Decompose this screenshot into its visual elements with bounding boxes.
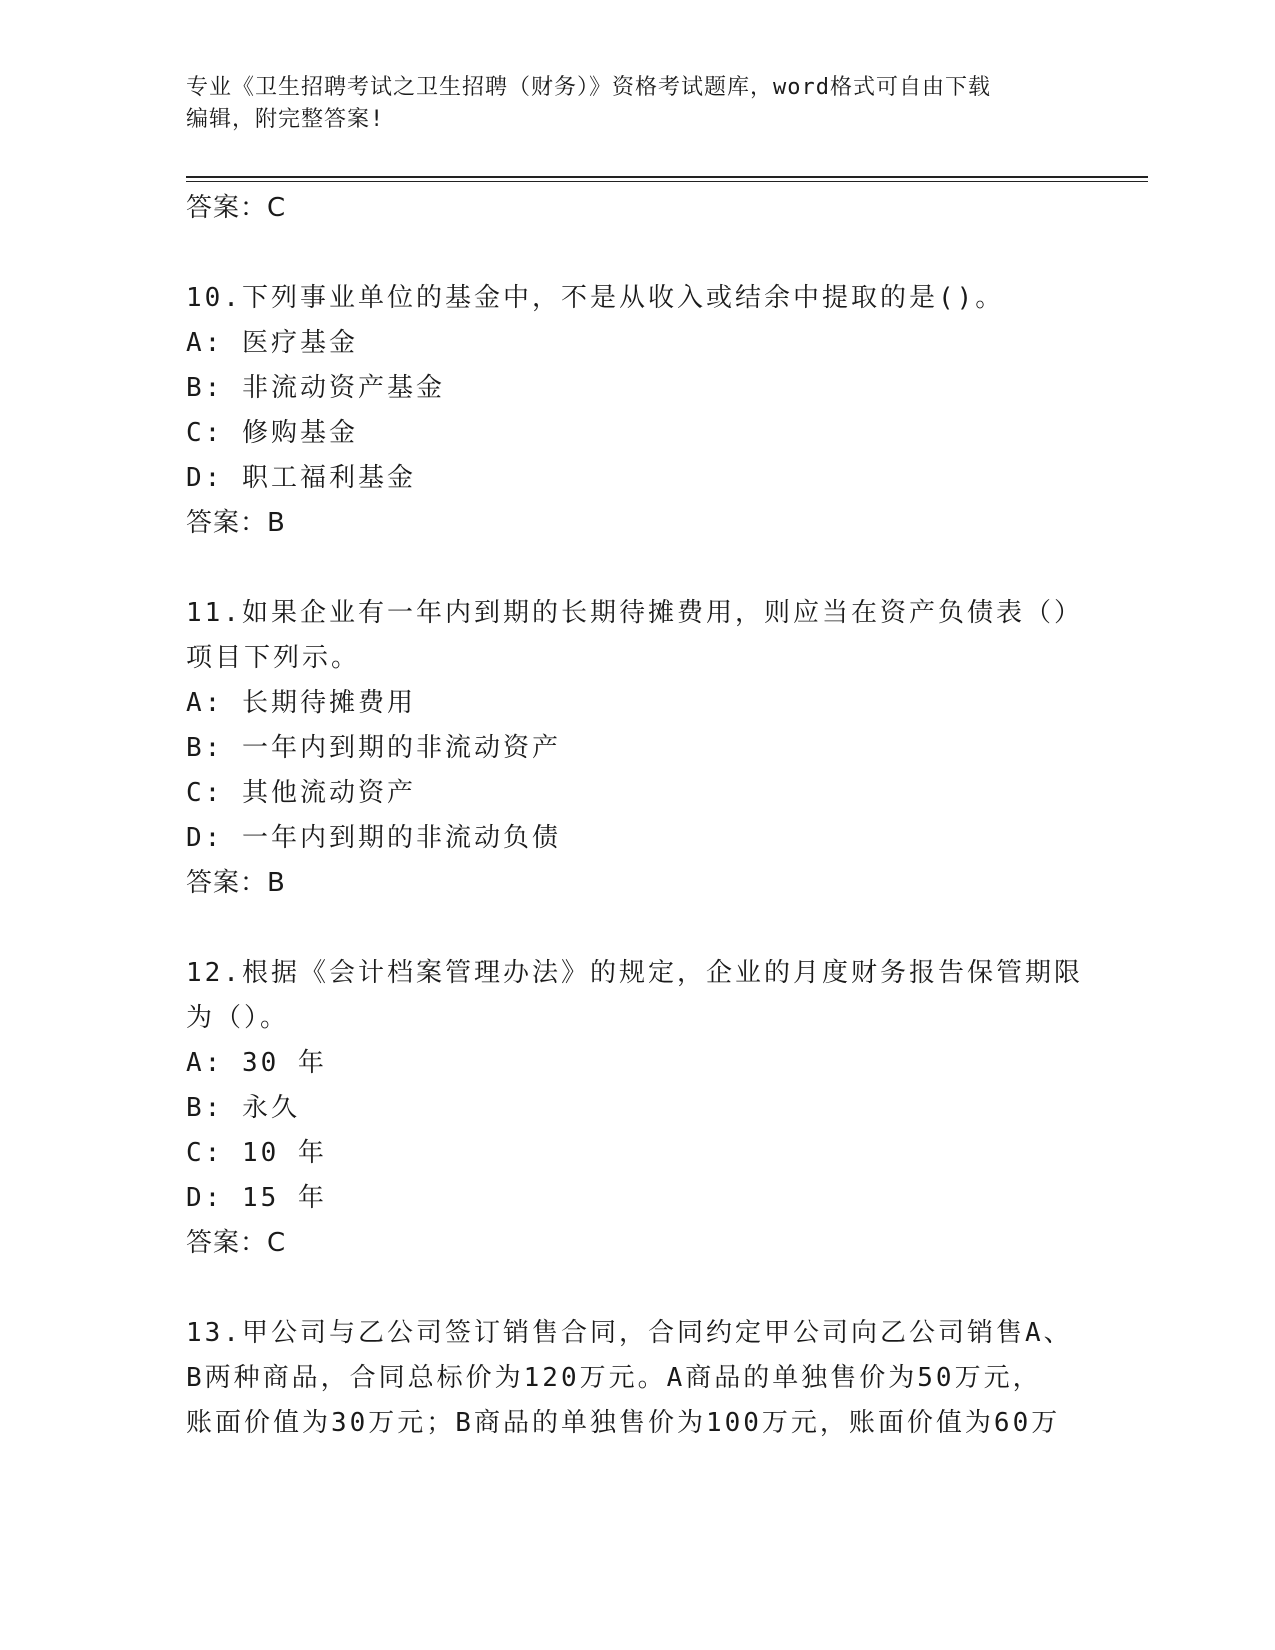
question-block <box>186 276 1086 546</box>
question-stem: 12.根据《会计档案管理办法》的规定，企业的月度财务报告保管期限 <box>186 958 1083 988</box>
option-a: A: 30 年 <box>186 1048 327 1078</box>
spacer <box>186 231 1086 276</box>
question-stem-continued: 账面价值为30万元；B商品的单独售价为100万元，账面价值为60万 <box>186 1408 1061 1438</box>
question-list <box>186 186 1086 1446</box>
header-divider-thin <box>186 181 1148 182</box>
spacer <box>186 546 1086 591</box>
answer-line: 答案：C <box>186 1228 287 1258</box>
question-block <box>186 591 1086 906</box>
spacer <box>186 1266 1086 1311</box>
option-a: A: 医疗基金 <box>186 328 358 358</box>
question-stem-continued: 项目下列示。 <box>186 643 361 673</box>
question-stem: 11.如果企业有一年内到期的长期待摊费用，则应当在资产负债表（） <box>186 598 1083 628</box>
question-block <box>186 1311 1086 1446</box>
header-line-1: 专业《卫生招聘考试之卫生招聘（财务）》资格考试题库，word格式可自由下载 <box>186 75 991 100</box>
option-c: C: 其他流动资产 <box>186 778 416 808</box>
question-stem-continued: B两种商品，合同总标价为120万元。A商品的单独售价为50万元， <box>186 1363 1042 1393</box>
question-stem: 13.甲公司与乙公司签订销售合同，合同约定甲公司向乙公司销售A、 <box>186 1318 1073 1348</box>
answer-line: 答案：C <box>186 193 287 223</box>
option-a: A: 长期待摊费用 <box>186 688 416 718</box>
header-divider-thick <box>186 176 1148 178</box>
option-d: D: 一年内到期的非流动负债 <box>186 823 561 853</box>
option-b: B: 永久 <box>186 1093 300 1123</box>
question-block <box>186 951 1086 1266</box>
option-b: B: 一年内到期的非流动资产 <box>186 733 561 763</box>
option-d: D: 15 年 <box>186 1183 327 1213</box>
option-d: D: 职工福利基金 <box>186 463 416 493</box>
page-header <box>186 72 1066 136</box>
question-stem-continued: 为（）。 <box>186 1003 290 1033</box>
spacer <box>186 906 1086 951</box>
header-line-2: 编辑，附完整答案! <box>186 107 385 132</box>
answer-line: 答案：B <box>186 508 286 538</box>
option-c: C: 修购基金 <box>186 418 358 448</box>
answer-line: 答案：B <box>186 868 286 898</box>
option-c: C: 10 年 <box>186 1138 327 1168</box>
question-stem: 10.下列事业单位的基金中，不是从收入或结余中提取的是()。 <box>186 283 1005 313</box>
option-b: B: 非流动资产基金 <box>186 373 445 403</box>
